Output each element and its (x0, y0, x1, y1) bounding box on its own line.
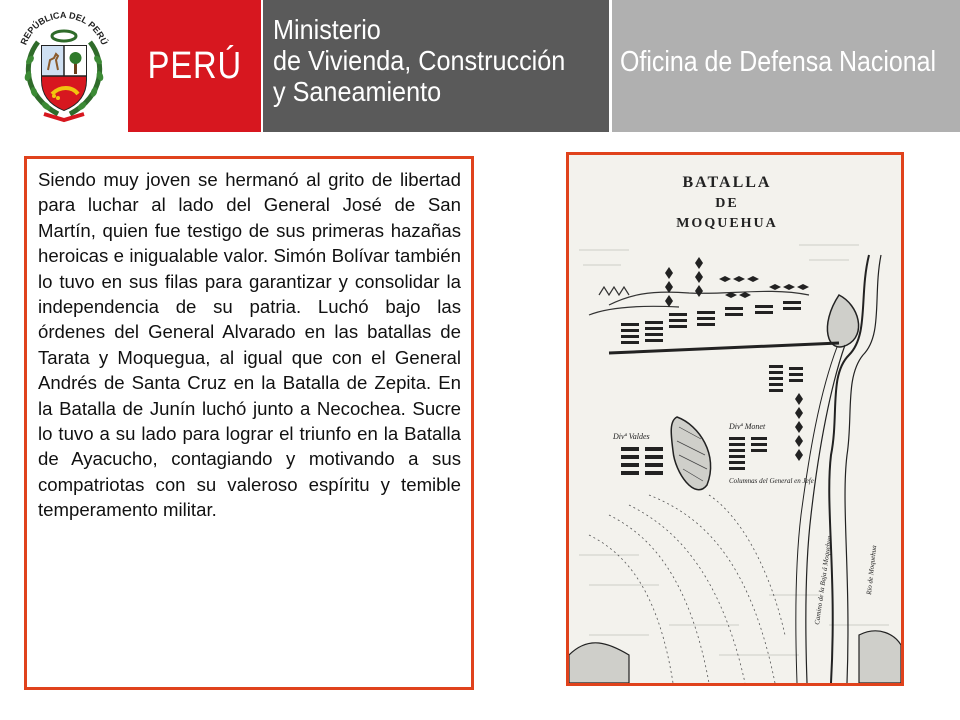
header (0, 0, 960, 132)
peru-label: PERÚ (147, 44, 242, 87)
map-title-line2: DE (715, 196, 739, 211)
biography-paragraph: Siendo muy joven se hermanó al grito de libertad para luchar al lado del General José de San Martín, quien fue testigo de sus primeras hazañas heroicas e inigualable valor. Simón Bolívar también lo tuvo en sus filas para garantizar y consolidar la independencia de su patria. Luchó bajo las órdenes del General Alvarado en las batallas de Tarata y Moquegua, al igual que con el General Andrés de Santa Cruz en la Batalla de Zepita. En la Batalla de Junín luchó junto a Necochea. Sucre lo tuvo a su lado para lograr el triunfo en la Batalla de Ayacucho, contagiando y motivando a sus compatriotas con su valeroso espíritu y temible temperamento militar. (38, 169, 461, 521)
map-label-left-division: Divª Valdes (613, 432, 650, 441)
crest-text: REPÚBLICA DEL PERÚ (18, 9, 110, 47)
office-block (612, 0, 960, 132)
ministry-line-3: y Saneamiento (273, 76, 442, 107)
ministry-line-1: Ministerio (273, 14, 381, 45)
battle-map-illustration (569, 155, 901, 683)
ministry-line-2: de Vivienda, Construcción (273, 45, 566, 76)
coat-of-arms-logo (8, 2, 120, 128)
ministry-block (263, 0, 609, 132)
map-title-line3: MOQUEHUA (676, 216, 778, 231)
biography-text-box (24, 156, 474, 690)
map-label-road: Camino de la Baja á Moquehua (813, 535, 834, 626)
office-label: Oficina de Defensa Nacional (620, 45, 937, 78)
battle-map-frame (566, 152, 904, 686)
peru-brand-block (128, 0, 261, 132)
map-title-line1: BATALLA (682, 174, 772, 191)
map-label-center-division: Divª Monet (729, 422, 766, 431)
map-label-columns: Columnas del General en Jefe (729, 477, 814, 485)
map-label-river: Rio de Moquehua (865, 544, 879, 596)
